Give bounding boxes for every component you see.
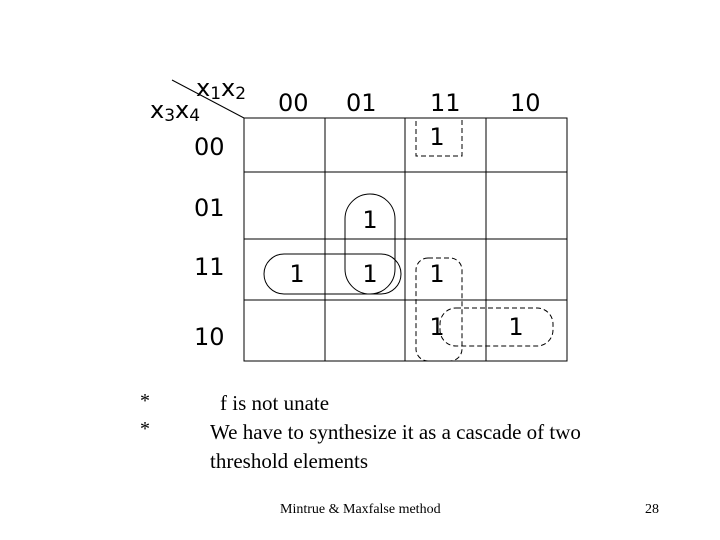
group-row11-horizontal [264,254,401,294]
text-line-3: threshold elements [210,449,369,473]
row-header-01: 01 [194,194,225,222]
kmap-cell-one-r2c0: 1 [289,260,305,288]
kmap-cell-one-r3c3: 1 [508,313,524,341]
text-line-2: We have to synthesize it as a cascade of two [210,420,581,444]
kmap-cell-one-r2c2: 1 [429,260,445,288]
col-header-11: 11 [430,89,461,117]
kmap-cell-one-r0c2: 1 [429,123,445,151]
corner-top-var-b: x [221,74,236,102]
text-line-1: f is not unate [220,391,330,415]
row-header-00: 00 [194,133,225,161]
bullet-1: * [140,390,150,412]
footer-title: Mintrue & Maxfalse method [280,502,441,517]
corner-left-var-b: x [175,96,190,124]
kmap-cell-one-r2c1: 1 [362,260,378,288]
row-header-11: 11 [194,253,225,281]
col-header-00: 00 [278,89,309,117]
corner-top-var-a: x [196,74,211,102]
corner-top-sub-b: 2 [235,84,247,104]
corner-top-sub-a: 1 [210,84,222,104]
col-header-10: 10 [510,89,541,117]
col-header-01: 01 [346,89,377,117]
row-header-10: 10 [194,323,225,351]
kmap-cell-one-r3c2: 1 [429,313,445,341]
page-number: 28 [645,502,659,517]
group-dashed-row10 [440,308,553,346]
corner-left-sub-b: 4 [189,106,201,126]
corner-left-label [150,96,200,126]
corner-left-var-a: x [150,96,165,124]
corner-left-sub-a: 3 [164,106,176,126]
corner-top-label [196,74,246,104]
kmap-cell-one-r1c1: 1 [362,206,378,234]
bullet-2: * [140,418,150,440]
